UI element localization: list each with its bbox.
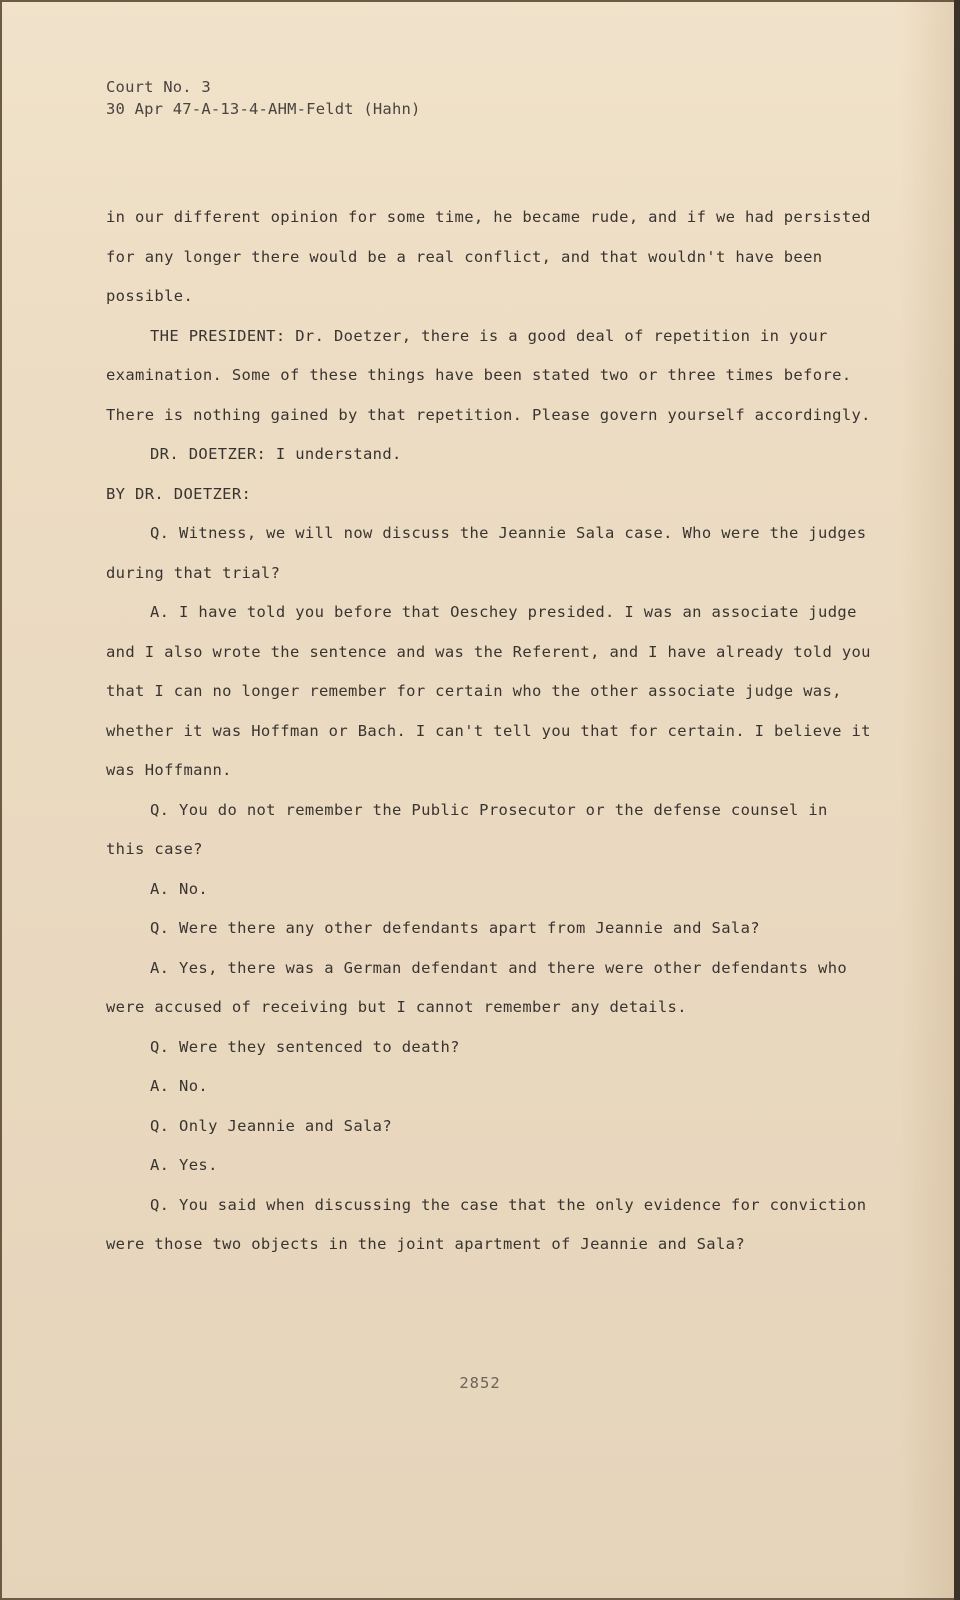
answer-paragraph: A. No. [150, 1077, 209, 1095]
paragraph-continuation: in our different opinion for some time, he became rude, and if we had persisted for any longer there would be a real conflict, and that wouldn't have been possible. [106, 208, 881, 305]
page-number: 2852 [459, 1374, 501, 1392]
question-paragraph: Q. Witness, we will now discuss the Jeannie Sala case. Who were the judges during that trial? [106, 524, 877, 582]
transcript-body [106, 198, 881, 1265]
answer-paragraph: A. No. [150, 879, 209, 898]
question-paragraph: Q. You said when discussing the case that the only evidence for conviction were those two objects in the joint apartment of Jeannie and Sala? [106, 1195, 877, 1253]
question-paragraph: Q. Were they sentenced to death? [150, 1037, 460, 1056]
paragraph-doetzer-reply: DR. DOETZER: I understand. [150, 445, 402, 463]
question-paragraph: Q. Only Jeannie and Sala? [150, 1116, 393, 1135]
transcript-reference: 30 Apr 47-A-13-4-AHM-Feldt (Hahn) [106, 100, 421, 118]
answer-paragraph: A. Yes, there was a German defendant and there were other defendants who were accused of receiving but I cannot remember any details. [106, 958, 857, 1016]
question-paragraph: Q. You do not remember the Public Prosecutor or the defense counsel in this case? [106, 800, 838, 858]
paragraph-president-remark: THE PRESIDENT: Dr. Doetzer, there is a good deal of repetition in your examination. Some of these things have been stated two or three times before. There is nothing gained by that repetition. Please govern yourself accordingly. [106, 326, 871, 424]
question-paragraph: Q. Were there any other defendants apart from Jeannie and Sala? [150, 919, 760, 937]
court-number: Court No. 3 [106, 78, 211, 96]
page-edge-shadow [954, 0, 960, 1600]
answer-paragraph: A. Yes. [150, 1156, 218, 1174]
document-header [106, 76, 421, 120]
examiner-heading: BY DR. DOETZER: [106, 484, 252, 503]
answer-paragraph: A. I have told you before that Oeschey presided. I was an associate judge and I also wrote the sentence and was the Referent, and I have already told you that I can no longer remember for certain who the other associate judge was, whether it was Hoffman or Bach. I can't tell you that for certain. I believe it was Hoffmann. [106, 603, 881, 779]
